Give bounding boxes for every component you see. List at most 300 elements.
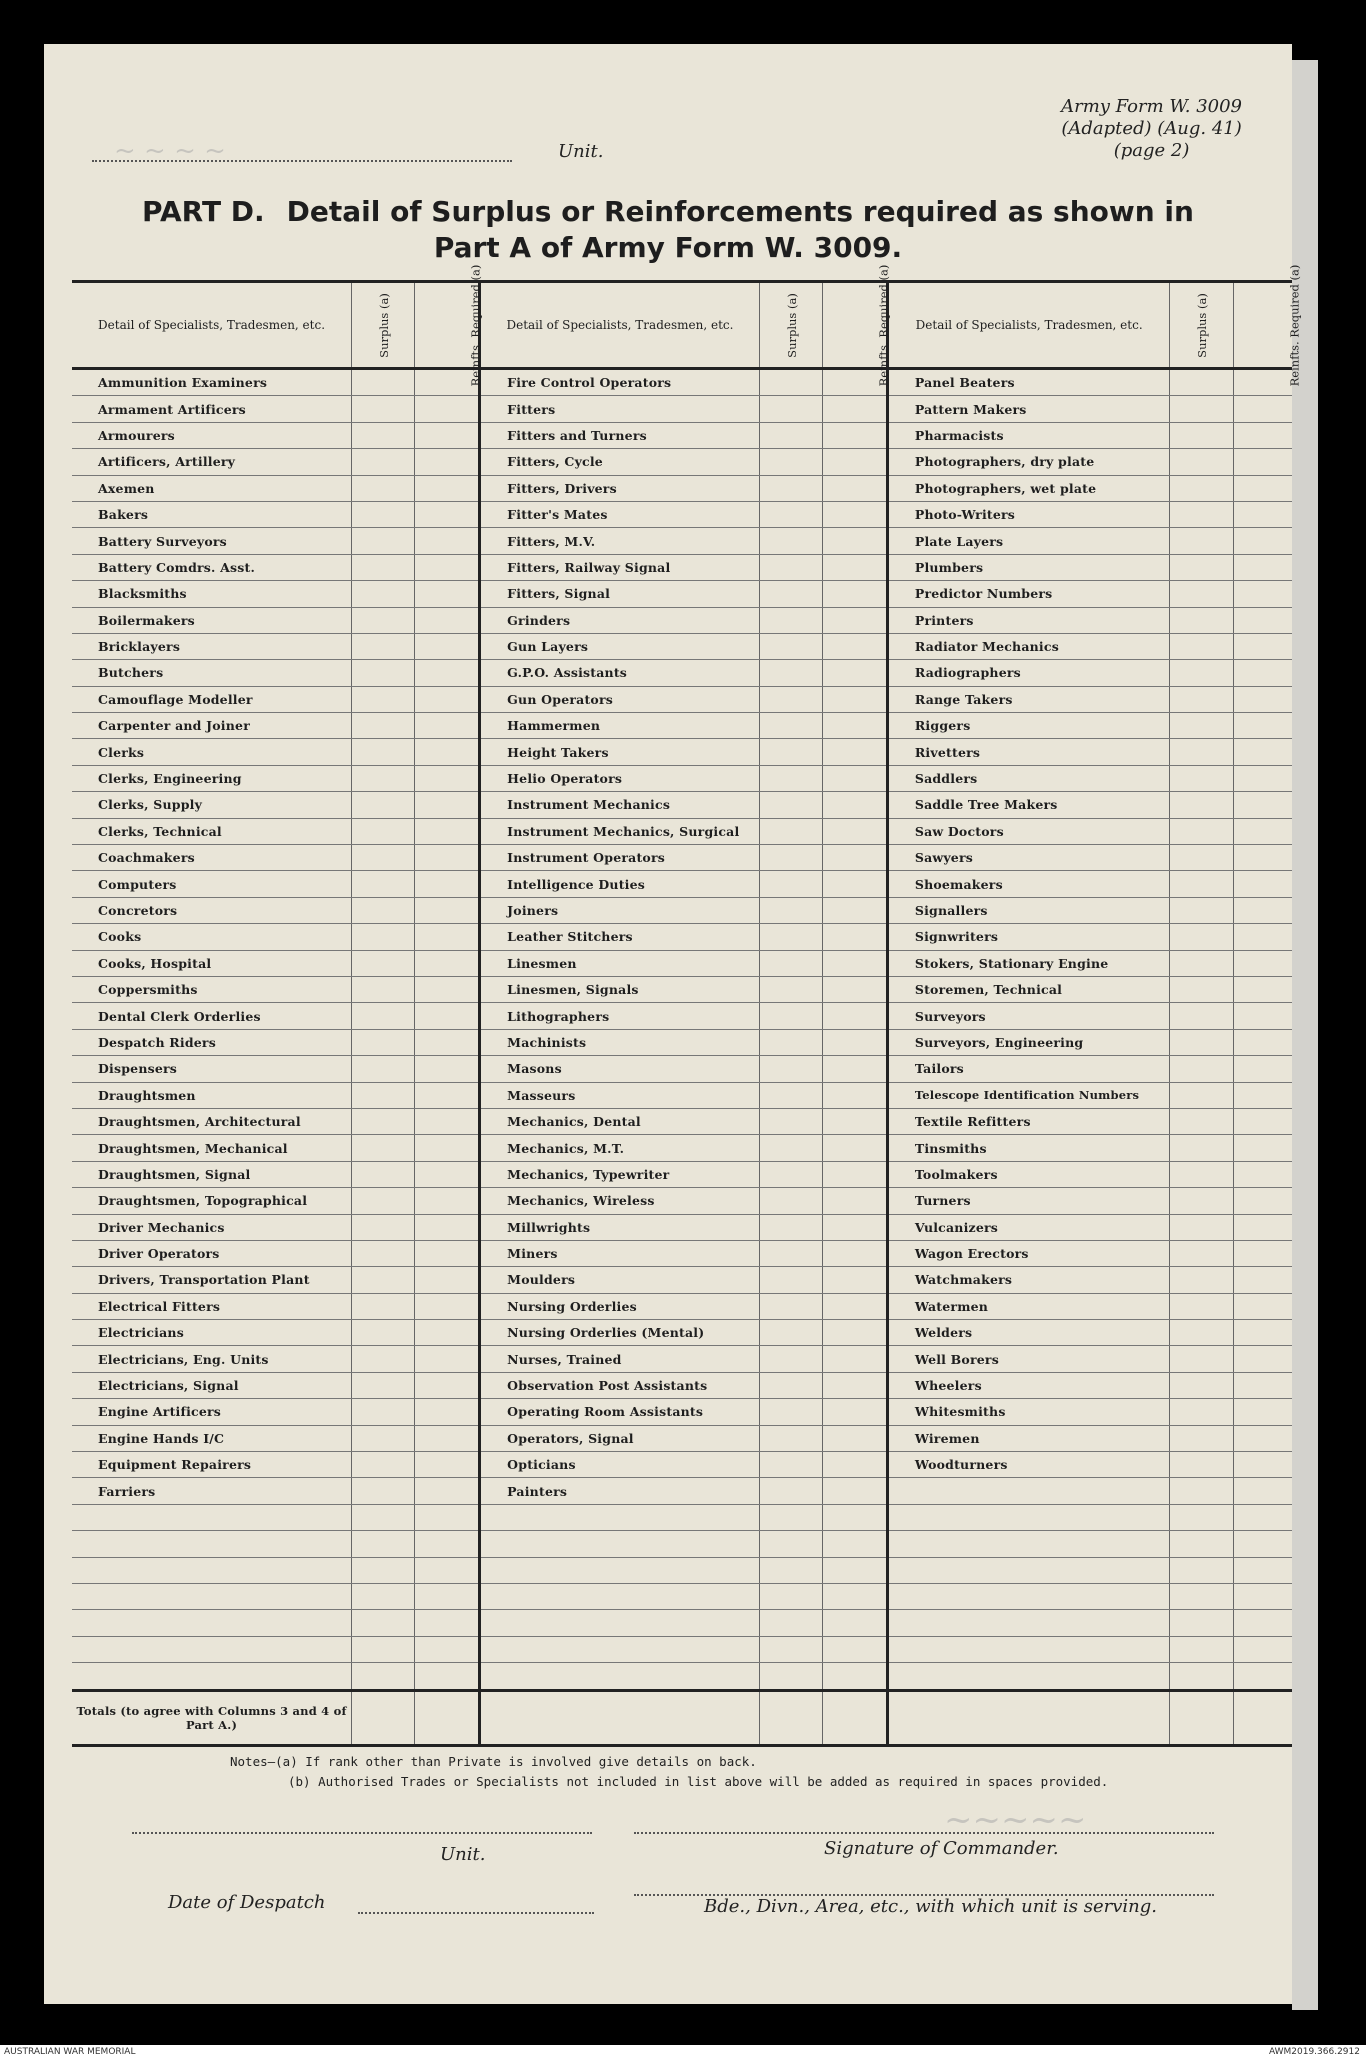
reinfts-entry-cell[interactable] xyxy=(415,633,480,659)
surplus-entry-cell[interactable] xyxy=(352,1663,415,1690)
surplus-entry-cell[interactable] xyxy=(1170,1610,1233,1636)
surplus-entry-cell[interactable] xyxy=(1170,845,1233,871)
reinfts-entry-cell[interactable] xyxy=(415,1161,480,1187)
blank-trade-cell[interactable] xyxy=(887,1583,1170,1609)
reinfts-entry-cell[interactable] xyxy=(822,475,887,501)
surplus-entry-cell[interactable] xyxy=(1170,739,1233,765)
reinfts-entry-cell[interactable] xyxy=(822,1583,887,1609)
surplus-entry-cell[interactable] xyxy=(759,1663,822,1690)
reinfts-entry-cell[interactable] xyxy=(1233,607,1292,633)
reinfts-entry-cell[interactable] xyxy=(415,1531,480,1557)
surplus-entry-cell[interactable] xyxy=(352,1583,415,1609)
reinfts-entry-cell[interactable] xyxy=(822,1346,887,1372)
surplus-entry-cell[interactable] xyxy=(352,581,415,607)
surplus-entry-cell[interactable] xyxy=(352,897,415,923)
surplus-entry-cell[interactable] xyxy=(759,818,822,844)
surplus-entry-cell[interactable] xyxy=(1170,1214,1233,1240)
reinfts-entry-cell[interactable] xyxy=(822,976,887,1002)
reinfts-entry-cell[interactable] xyxy=(1233,792,1292,818)
surplus-entry-cell[interactable] xyxy=(759,976,822,1002)
surplus-entry-cell[interactable] xyxy=(1170,950,1233,976)
reinfts-entry-cell[interactable] xyxy=(415,501,480,527)
reinfts-entry-cell[interactable] xyxy=(415,1372,480,1398)
reinfts-entry-cell[interactable] xyxy=(1233,897,1292,923)
reinfts-entry-cell[interactable] xyxy=(415,845,480,871)
reinfts-entry-cell[interactable] xyxy=(822,1504,887,1530)
surplus-entry-cell[interactable] xyxy=(352,1372,415,1398)
surplus-entry-cell[interactable] xyxy=(352,607,415,633)
reinfts-entry-cell[interactable] xyxy=(822,449,887,475)
surplus-entry-cell[interactable] xyxy=(759,1372,822,1398)
surplus-entry-cell[interactable] xyxy=(1170,1293,1233,1319)
reinfts-entry-cell[interactable] xyxy=(822,897,887,923)
reinfts-entry-cell[interactable] xyxy=(1233,818,1292,844)
surplus-entry-cell[interactable] xyxy=(759,765,822,791)
reinfts-entry-cell[interactable] xyxy=(415,686,480,712)
reinfts-entry-cell[interactable] xyxy=(822,554,887,580)
surplus-entry-cell[interactable] xyxy=(759,501,822,527)
reinfts-entry-cell[interactable] xyxy=(415,1003,480,1029)
surplus-entry-cell[interactable] xyxy=(352,1636,415,1662)
surplus-entry-cell[interactable] xyxy=(759,1108,822,1134)
surplus-entry-cell[interactable] xyxy=(759,554,822,580)
surplus-entry-cell[interactable] xyxy=(352,818,415,844)
reinfts-entry-cell[interactable] xyxy=(1233,871,1292,897)
reinfts-entry-cell[interactable] xyxy=(1233,1082,1292,1108)
reinfts-entry-cell[interactable] xyxy=(1233,713,1292,739)
reinfts-entry-cell[interactable] xyxy=(822,1082,887,1108)
reinfts-entry-cell[interactable] xyxy=(822,765,887,791)
surplus-entry-cell[interactable] xyxy=(759,739,822,765)
reinfts-entry-cell[interactable] xyxy=(1233,1135,1292,1161)
totals-reinfts-cell[interactable] xyxy=(415,1690,480,1745)
surplus-entry-cell[interactable] xyxy=(1170,713,1233,739)
reinfts-entry-cell[interactable] xyxy=(1233,1610,1292,1636)
surplus-entry-cell[interactable] xyxy=(759,449,822,475)
reinfts-entry-cell[interactable] xyxy=(1233,1056,1292,1082)
surplus-entry-cell[interactable] xyxy=(352,1346,415,1372)
surplus-entry-cell[interactable] xyxy=(1170,897,1233,923)
surplus-entry-cell[interactable] xyxy=(759,1056,822,1082)
reinfts-entry-cell[interactable] xyxy=(822,1663,887,1690)
reinfts-entry-cell[interactable] xyxy=(1233,765,1292,791)
surplus-entry-cell[interactable] xyxy=(759,1504,822,1530)
reinfts-entry-cell[interactable] xyxy=(822,660,887,686)
reinfts-entry-cell[interactable] xyxy=(1233,1452,1292,1478)
reinfts-entry-cell[interactable] xyxy=(415,976,480,1002)
reinfts-entry-cell[interactable] xyxy=(1233,1399,1292,1425)
reinfts-entry-cell[interactable] xyxy=(1233,1531,1292,1557)
reinfts-entry-cell[interactable] xyxy=(1233,1557,1292,1583)
blank-trade-cell[interactable] xyxy=(480,1583,760,1609)
reinfts-entry-cell[interactable] xyxy=(1233,1320,1292,1346)
surplus-entry-cell[interactable] xyxy=(1170,1372,1233,1398)
surplus-entry-cell[interactable] xyxy=(759,1135,822,1161)
surplus-entry-cell[interactable] xyxy=(1170,1452,1233,1478)
surplus-entry-cell[interactable] xyxy=(1170,1188,1233,1214)
reinfts-entry-cell[interactable] xyxy=(415,1583,480,1609)
reinfts-entry-cell[interactable] xyxy=(415,1346,480,1372)
reinfts-entry-cell[interactable] xyxy=(822,1029,887,1055)
reinfts-entry-cell[interactable] xyxy=(822,422,887,448)
surplus-entry-cell[interactable] xyxy=(759,1583,822,1609)
reinfts-entry-cell[interactable] xyxy=(1233,1161,1292,1187)
reinfts-entry-cell[interactable] xyxy=(415,396,480,422)
surplus-entry-cell[interactable] xyxy=(352,1399,415,1425)
reinfts-entry-cell[interactable] xyxy=(822,1399,887,1425)
surplus-entry-cell[interactable] xyxy=(1170,528,1233,554)
reinfts-entry-cell[interactable] xyxy=(822,1108,887,1134)
reinfts-entry-cell[interactable] xyxy=(1233,1293,1292,1319)
reinfts-entry-cell[interactable] xyxy=(415,1610,480,1636)
reinfts-entry-cell[interactable] xyxy=(415,475,480,501)
blank-trade-cell[interactable] xyxy=(887,1504,1170,1530)
reinfts-entry-cell[interactable] xyxy=(1233,686,1292,712)
reinfts-entry-cell[interactable] xyxy=(822,1610,887,1636)
surplus-entry-cell[interactable] xyxy=(352,1082,415,1108)
surplus-entry-cell[interactable] xyxy=(352,1003,415,1029)
surplus-entry-cell[interactable] xyxy=(759,686,822,712)
surplus-entry-cell[interactable] xyxy=(1170,1056,1233,1082)
reinfts-entry-cell[interactable] xyxy=(822,396,887,422)
surplus-entry-cell[interactable] xyxy=(759,792,822,818)
surplus-entry-cell[interactable] xyxy=(1170,1108,1233,1134)
reinfts-entry-cell[interactable] xyxy=(415,1425,480,1451)
surplus-entry-cell[interactable] xyxy=(1170,1399,1233,1425)
surplus-entry-cell[interactable] xyxy=(1170,1425,1233,1451)
surplus-entry-cell[interactable] xyxy=(352,501,415,527)
surplus-entry-cell[interactable] xyxy=(1170,475,1233,501)
reinfts-entry-cell[interactable] xyxy=(1233,1188,1292,1214)
surplus-entry-cell[interactable] xyxy=(352,396,415,422)
blank-trade-cell[interactable] xyxy=(887,1610,1170,1636)
surplus-entry-cell[interactable] xyxy=(759,1557,822,1583)
surplus-entry-cell[interactable] xyxy=(352,1214,415,1240)
blank-trade-cell[interactable] xyxy=(72,1504,352,1530)
reinfts-entry-cell[interactable] xyxy=(822,1188,887,1214)
surplus-entry-cell[interactable] xyxy=(352,1135,415,1161)
reinfts-entry-cell[interactable] xyxy=(1233,924,1292,950)
reinfts-entry-cell[interactable] xyxy=(415,1504,480,1530)
reinfts-entry-cell[interactable] xyxy=(415,765,480,791)
reinfts-entry-cell[interactable] xyxy=(822,1135,887,1161)
reinfts-entry-cell[interactable] xyxy=(822,1293,887,1319)
reinfts-entry-cell[interactable] xyxy=(1233,369,1292,396)
surplus-entry-cell[interactable] xyxy=(759,581,822,607)
totals-reinfts-cell[interactable] xyxy=(1233,1690,1292,1745)
surplus-entry-cell[interactable] xyxy=(352,1267,415,1293)
surplus-entry-cell[interactable] xyxy=(1170,1663,1233,1690)
surplus-entry-cell[interactable] xyxy=(352,713,415,739)
reinfts-entry-cell[interactable] xyxy=(415,1557,480,1583)
reinfts-entry-cell[interactable] xyxy=(822,501,887,527)
surplus-entry-cell[interactable] xyxy=(759,422,822,448)
surplus-entry-cell[interactable] xyxy=(352,1108,415,1134)
surplus-entry-cell[interactable] xyxy=(352,1504,415,1530)
blank-trade-cell[interactable] xyxy=(72,1663,352,1690)
reinfts-entry-cell[interactable] xyxy=(1233,501,1292,527)
reinfts-entry-cell[interactable] xyxy=(415,1399,480,1425)
surplus-entry-cell[interactable] xyxy=(1170,501,1233,527)
surplus-entry-cell[interactable] xyxy=(352,475,415,501)
reinfts-entry-cell[interactable] xyxy=(415,818,480,844)
surplus-entry-cell[interactable] xyxy=(352,1188,415,1214)
surplus-entry-cell[interactable] xyxy=(759,1452,822,1478)
surplus-entry-cell[interactable] xyxy=(1170,581,1233,607)
surplus-entry-cell[interactable] xyxy=(759,924,822,950)
reinfts-entry-cell[interactable] xyxy=(415,607,480,633)
surplus-entry-cell[interactable] xyxy=(1170,422,1233,448)
surplus-entry-cell[interactable] xyxy=(759,950,822,976)
reinfts-entry-cell[interactable] xyxy=(415,1267,480,1293)
blank-trade-cell[interactable] xyxy=(480,1636,760,1662)
surplus-entry-cell[interactable] xyxy=(759,1082,822,1108)
blank-trade-cell[interactable] xyxy=(887,1557,1170,1583)
blank-trade-cell[interactable] xyxy=(72,1531,352,1557)
surplus-entry-cell[interactable] xyxy=(759,1161,822,1187)
surplus-entry-cell[interactable] xyxy=(759,369,822,396)
reinfts-entry-cell[interactable] xyxy=(822,818,887,844)
blank-trade-cell[interactable] xyxy=(480,1504,760,1530)
reinfts-entry-cell[interactable] xyxy=(415,1320,480,1346)
surplus-entry-cell[interactable] xyxy=(759,1636,822,1662)
surplus-entry-cell[interactable] xyxy=(1170,396,1233,422)
surplus-entry-cell[interactable] xyxy=(759,1478,822,1504)
reinfts-entry-cell[interactable] xyxy=(822,1425,887,1451)
surplus-entry-cell[interactable] xyxy=(352,369,415,396)
reinfts-entry-cell[interactable] xyxy=(1233,1003,1292,1029)
surplus-entry-cell[interactable] xyxy=(759,607,822,633)
surplus-entry-cell[interactable] xyxy=(352,1478,415,1504)
reinfts-entry-cell[interactable] xyxy=(415,1478,480,1504)
surplus-entry-cell[interactable] xyxy=(759,1003,822,1029)
blank-trade-cell[interactable] xyxy=(72,1636,352,1662)
surplus-entry-cell[interactable] xyxy=(1170,660,1233,686)
reinfts-entry-cell[interactable] xyxy=(415,449,480,475)
totals-blank-cell[interactable] xyxy=(887,1690,1170,1745)
surplus-entry-cell[interactable] xyxy=(1170,1029,1233,1055)
surplus-entry-cell[interactable] xyxy=(759,1425,822,1451)
reinfts-entry-cell[interactable] xyxy=(822,1267,887,1293)
surplus-entry-cell[interactable] xyxy=(352,739,415,765)
surplus-entry-cell[interactable] xyxy=(352,976,415,1002)
reinfts-entry-cell[interactable] xyxy=(1233,1425,1292,1451)
reinfts-entry-cell[interactable] xyxy=(822,1320,887,1346)
blank-trade-cell[interactable] xyxy=(480,1610,760,1636)
reinfts-entry-cell[interactable] xyxy=(1233,1029,1292,1055)
reinfts-entry-cell[interactable] xyxy=(1233,581,1292,607)
surplus-entry-cell[interactable] xyxy=(759,528,822,554)
surplus-entry-cell[interactable] xyxy=(1170,554,1233,580)
reinfts-entry-cell[interactable] xyxy=(415,713,480,739)
surplus-entry-cell[interactable] xyxy=(759,1399,822,1425)
reinfts-entry-cell[interactable] xyxy=(1233,449,1292,475)
surplus-entry-cell[interactable] xyxy=(1170,1135,1233,1161)
surplus-entry-cell[interactable] xyxy=(759,633,822,659)
reinfts-entry-cell[interactable] xyxy=(822,1214,887,1240)
surplus-entry-cell[interactable] xyxy=(759,845,822,871)
reinfts-entry-cell[interactable] xyxy=(415,1240,480,1266)
reinfts-entry-cell[interactable] xyxy=(1233,1214,1292,1240)
surplus-entry-cell[interactable] xyxy=(759,897,822,923)
reinfts-entry-cell[interactable] xyxy=(1233,422,1292,448)
reinfts-entry-cell[interactable] xyxy=(415,1188,480,1214)
blank-trade-cell[interactable] xyxy=(887,1636,1170,1662)
reinfts-entry-cell[interactable] xyxy=(822,950,887,976)
reinfts-entry-cell[interactable] xyxy=(1233,1267,1292,1293)
surplus-entry-cell[interactable] xyxy=(352,1161,415,1187)
reinfts-entry-cell[interactable] xyxy=(415,871,480,897)
blank-trade-cell[interactable] xyxy=(480,1557,760,1583)
surplus-entry-cell[interactable] xyxy=(352,1240,415,1266)
reinfts-entry-cell[interactable] xyxy=(415,924,480,950)
surplus-entry-cell[interactable] xyxy=(759,1267,822,1293)
reinfts-entry-cell[interactable] xyxy=(822,607,887,633)
surplus-entry-cell[interactable] xyxy=(759,1214,822,1240)
surplus-entry-cell[interactable] xyxy=(352,422,415,448)
reinfts-entry-cell[interactable] xyxy=(822,1056,887,1082)
surplus-entry-cell[interactable] xyxy=(759,1293,822,1319)
reinfts-entry-cell[interactable] xyxy=(822,1372,887,1398)
surplus-entry-cell[interactable] xyxy=(1170,1478,1233,1504)
reinfts-entry-cell[interactable] xyxy=(822,1161,887,1187)
surplus-entry-cell[interactable] xyxy=(1170,1161,1233,1187)
reinfts-entry-cell[interactable] xyxy=(822,633,887,659)
reinfts-entry-cell[interactable] xyxy=(415,422,480,448)
surplus-entry-cell[interactable] xyxy=(1170,1531,1233,1557)
surplus-entry-cell[interactable] xyxy=(1170,765,1233,791)
reinfts-entry-cell[interactable] xyxy=(1233,1478,1292,1504)
reinfts-entry-cell[interactable] xyxy=(1233,1663,1292,1690)
surplus-entry-cell[interactable] xyxy=(1170,1346,1233,1372)
reinfts-entry-cell[interactable] xyxy=(415,897,480,923)
reinfts-entry-cell[interactable] xyxy=(415,1293,480,1319)
reinfts-entry-cell[interactable] xyxy=(822,581,887,607)
blank-trade-cell[interactable] xyxy=(72,1557,352,1583)
reinfts-entry-cell[interactable] xyxy=(822,528,887,554)
surplus-entry-cell[interactable] xyxy=(1170,1240,1233,1266)
surplus-entry-cell[interactable] xyxy=(352,528,415,554)
reinfts-entry-cell[interactable] xyxy=(1233,1583,1292,1609)
reinfts-entry-cell[interactable] xyxy=(1233,950,1292,976)
reinfts-entry-cell[interactable] xyxy=(415,792,480,818)
surplus-entry-cell[interactable] xyxy=(759,660,822,686)
reinfts-entry-cell[interactable] xyxy=(1233,554,1292,580)
surplus-entry-cell[interactable] xyxy=(759,396,822,422)
surplus-entry-cell[interactable] xyxy=(759,1188,822,1214)
surplus-entry-cell[interactable] xyxy=(1170,1003,1233,1029)
totals-surplus-cell[interactable] xyxy=(759,1690,822,1745)
surplus-entry-cell[interactable] xyxy=(1170,369,1233,396)
surplus-entry-cell[interactable] xyxy=(352,1029,415,1055)
reinfts-entry-cell[interactable] xyxy=(415,739,480,765)
reinfts-entry-cell[interactable] xyxy=(415,1214,480,1240)
reinfts-entry-cell[interactable] xyxy=(822,739,887,765)
reinfts-entry-cell[interactable] xyxy=(415,1108,480,1134)
surplus-entry-cell[interactable] xyxy=(1170,607,1233,633)
surplus-entry-cell[interactable] xyxy=(352,1557,415,1583)
reinfts-entry-cell[interactable] xyxy=(1233,1636,1292,1662)
reinfts-entry-cell[interactable] xyxy=(822,1636,887,1662)
surplus-entry-cell[interactable] xyxy=(1170,1082,1233,1108)
reinfts-entry-cell[interactable] xyxy=(1233,528,1292,554)
surplus-entry-cell[interactable] xyxy=(1170,1504,1233,1530)
reinfts-entry-cell[interactable] xyxy=(822,924,887,950)
reinfts-entry-cell[interactable] xyxy=(822,792,887,818)
surplus-entry-cell[interactable] xyxy=(759,713,822,739)
reinfts-entry-cell[interactable] xyxy=(1233,633,1292,659)
reinfts-entry-cell[interactable] xyxy=(1233,475,1292,501)
surplus-entry-cell[interactable] xyxy=(352,1320,415,1346)
reinfts-entry-cell[interactable] xyxy=(822,1478,887,1504)
surplus-entry-cell[interactable] xyxy=(352,765,415,791)
surplus-entry-cell[interactable] xyxy=(352,1056,415,1082)
reinfts-entry-cell[interactable] xyxy=(415,1663,480,1690)
reinfts-entry-cell[interactable] xyxy=(415,1082,480,1108)
totals-blank-cell[interactable] xyxy=(480,1690,760,1745)
reinfts-entry-cell[interactable] xyxy=(822,1003,887,1029)
surplus-entry-cell[interactable] xyxy=(352,1610,415,1636)
surplus-entry-cell[interactable] xyxy=(759,1240,822,1266)
surplus-entry-cell[interactable] xyxy=(352,1531,415,1557)
surplus-entry-cell[interactable] xyxy=(759,1610,822,1636)
totals-surplus-cell[interactable] xyxy=(352,1690,415,1745)
surplus-entry-cell[interactable] xyxy=(352,1425,415,1451)
reinfts-entry-cell[interactable] xyxy=(1233,1108,1292,1134)
surplus-entry-cell[interactable] xyxy=(352,660,415,686)
surplus-entry-cell[interactable] xyxy=(1170,818,1233,844)
surplus-entry-cell[interactable] xyxy=(352,792,415,818)
reinfts-entry-cell[interactable] xyxy=(1233,976,1292,1002)
reinfts-entry-cell[interactable] xyxy=(822,713,887,739)
reinfts-entry-cell[interactable] xyxy=(1233,1240,1292,1266)
surplus-entry-cell[interactable] xyxy=(1170,1267,1233,1293)
surplus-entry-cell[interactable] xyxy=(1170,686,1233,712)
surplus-entry-cell[interactable] xyxy=(352,1452,415,1478)
surplus-entry-cell[interactable] xyxy=(759,1320,822,1346)
surplus-entry-cell[interactable] xyxy=(1170,449,1233,475)
surplus-entry-cell[interactable] xyxy=(352,554,415,580)
reinfts-entry-cell[interactable] xyxy=(822,1557,887,1583)
blank-trade-cell[interactable] xyxy=(887,1663,1170,1690)
reinfts-entry-cell[interactable] xyxy=(822,871,887,897)
surplus-entry-cell[interactable] xyxy=(759,475,822,501)
surplus-entry-cell[interactable] xyxy=(1170,1320,1233,1346)
reinfts-entry-cell[interactable] xyxy=(1233,1372,1292,1398)
blank-trade-cell[interactable] xyxy=(480,1531,760,1557)
reinfts-entry-cell[interactable] xyxy=(415,660,480,686)
reinfts-entry-cell[interactable] xyxy=(415,950,480,976)
surplus-entry-cell[interactable] xyxy=(1170,924,1233,950)
totals-reinfts-cell[interactable] xyxy=(822,1690,887,1745)
reinfts-entry-cell[interactable] xyxy=(822,1531,887,1557)
surplus-entry-cell[interactable] xyxy=(1170,976,1233,1002)
reinfts-entry-cell[interactable] xyxy=(1233,396,1292,422)
surplus-entry-cell[interactable] xyxy=(1170,1583,1233,1609)
reinfts-entry-cell[interactable] xyxy=(1233,739,1292,765)
blank-trade-cell[interactable] xyxy=(72,1583,352,1609)
surplus-entry-cell[interactable] xyxy=(1170,1636,1233,1662)
surplus-entry-cell[interactable] xyxy=(1170,792,1233,818)
surplus-entry-cell[interactable] xyxy=(1170,871,1233,897)
reinfts-entry-cell[interactable] xyxy=(415,1636,480,1662)
blank-trade-cell[interactable] xyxy=(480,1663,760,1690)
surplus-entry-cell[interactable] xyxy=(759,871,822,897)
surplus-entry-cell[interactable] xyxy=(352,924,415,950)
surplus-entry-cell[interactable] xyxy=(1170,633,1233,659)
reinfts-entry-cell[interactable] xyxy=(822,686,887,712)
reinfts-entry-cell[interactable] xyxy=(415,1029,480,1055)
